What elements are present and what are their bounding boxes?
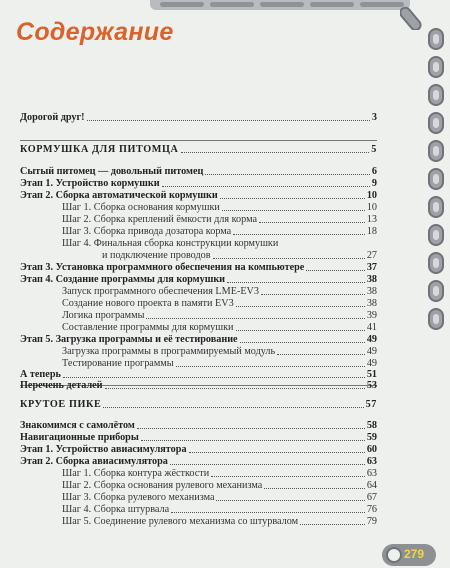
toc-section[interactable]: КОРМУШКА ДЛЯ ПИТОМЦА 5	[20, 144, 377, 155]
toc-entry[interactable]: Сытый питомец — довольный питомец 6	[20, 166, 377, 177]
toc-subentry[interactable]: Шаг 2. Сборка креплений ёмкости для корма 13	[62, 214, 377, 225]
beam-hole	[428, 224, 444, 246]
toc-entry[interactable]: А теперь 51	[20, 369, 377, 380]
toc-entry[interactable]: Этап 1. Устройство кормушки 9	[20, 178, 377, 189]
toc-subentry[interactable]: Шаг 1. Сборка основания кормушки 10	[62, 202, 377, 213]
plate-slot	[160, 2, 204, 7]
toc-entry[interactable]: Этап 1. Устройство авиасимулятора 60	[20, 444, 377, 455]
beam-hole	[428, 84, 444, 106]
plate-slot	[210, 2, 254, 7]
toc-section[interactable]: КРУТОЕ ПИКЕ 57	[20, 399, 377, 410]
toc-subentry[interactable]: Логика программы 39	[62, 310, 377, 321]
toc-entry[interactable]: Дорогой друг! 3	[20, 112, 377, 123]
beam-hole	[428, 280, 444, 302]
toc-subentry-continuation[interactable]: и подключение проводов 27	[102, 250, 377, 261]
beam-hole	[428, 140, 444, 162]
beam-hole	[428, 56, 444, 78]
toc-subentry[interactable]: Шаг 4. Финальная сборка конструкции кормушки	[62, 238, 279, 249]
plate-slot	[360, 2, 404, 7]
decorative-lego-plate	[150, 0, 410, 10]
decorative-lego-beam	[424, 0, 450, 568]
toc-subentry[interactable]: Шаг 5. Соединение рулевого механизма со штурвалом 79	[62, 516, 377, 527]
toc-entry[interactable]: Навигационные приборы 59	[20, 432, 377, 443]
toc-subentry[interactable]: Шаг 1. Сборка контура жёсткости 63	[62, 468, 377, 479]
beam-hole	[428, 196, 444, 218]
toc-entry[interactable]: Этап 5. Загрузка программы и её тестирование 49	[20, 334, 377, 345]
beam-hole	[428, 252, 444, 274]
beam-hole	[428, 28, 444, 50]
toc-entry[interactable]: Этап 3. Установка программного обеспечения на компьютере 37	[20, 262, 377, 273]
plate-slot	[260, 2, 304, 7]
toc-subentry[interactable]: Шаг 3. Сборка рулевого механизма 67	[62, 492, 377, 503]
plate-slot	[310, 2, 354, 7]
toc-entry[interactable]: Перечень деталей 53	[20, 380, 377, 391]
toc-subentry[interactable]: Загрузка программы в программируемый модуль 49	[62, 346, 377, 357]
lego-hole-icon	[386, 547, 402, 563]
page-title: Содержание	[16, 18, 174, 46]
beam-hole	[428, 112, 444, 134]
toc-entry[interactable]: Этап 2. Сборка автоматической кормушки 10	[20, 190, 377, 201]
toc-subentry[interactable]: Составление программы для кормушки 41	[62, 322, 377, 333]
beam-hole	[428, 168, 444, 190]
page-number: 279	[404, 547, 425, 561]
toc-subentry[interactable]: Шаг 3. Сборка привода дозатора корма 18	[62, 226, 377, 237]
beam-hole	[428, 308, 444, 330]
toc-entry[interactable]: Этап 2. Сборка авиасимулятора 63	[20, 456, 377, 467]
divider	[20, 140, 377, 141]
toc-entry[interactable]: Этап 4. Создание программы для кормушки 38	[20, 274, 377, 285]
page-number-badge	[382, 544, 436, 566]
toc-subentry[interactable]: Шаг 2. Сборка основания рулевого механизма 64	[62, 480, 377, 491]
toc-subentry[interactable]: Создание нового проекта в памяти EV3 38	[62, 298, 377, 309]
toc-subentry[interactable]: Тестирование программы 49	[62, 358, 377, 369]
toc-subentry[interactable]: Запуск программного обеспечения LME-EV3 38	[62, 286, 377, 297]
toc-entry[interactable]: Знакомимся с самолётом 58	[20, 420, 377, 431]
toc-subentry[interactable]: Шаг 4. Сборка штурвала 76	[62, 504, 377, 515]
